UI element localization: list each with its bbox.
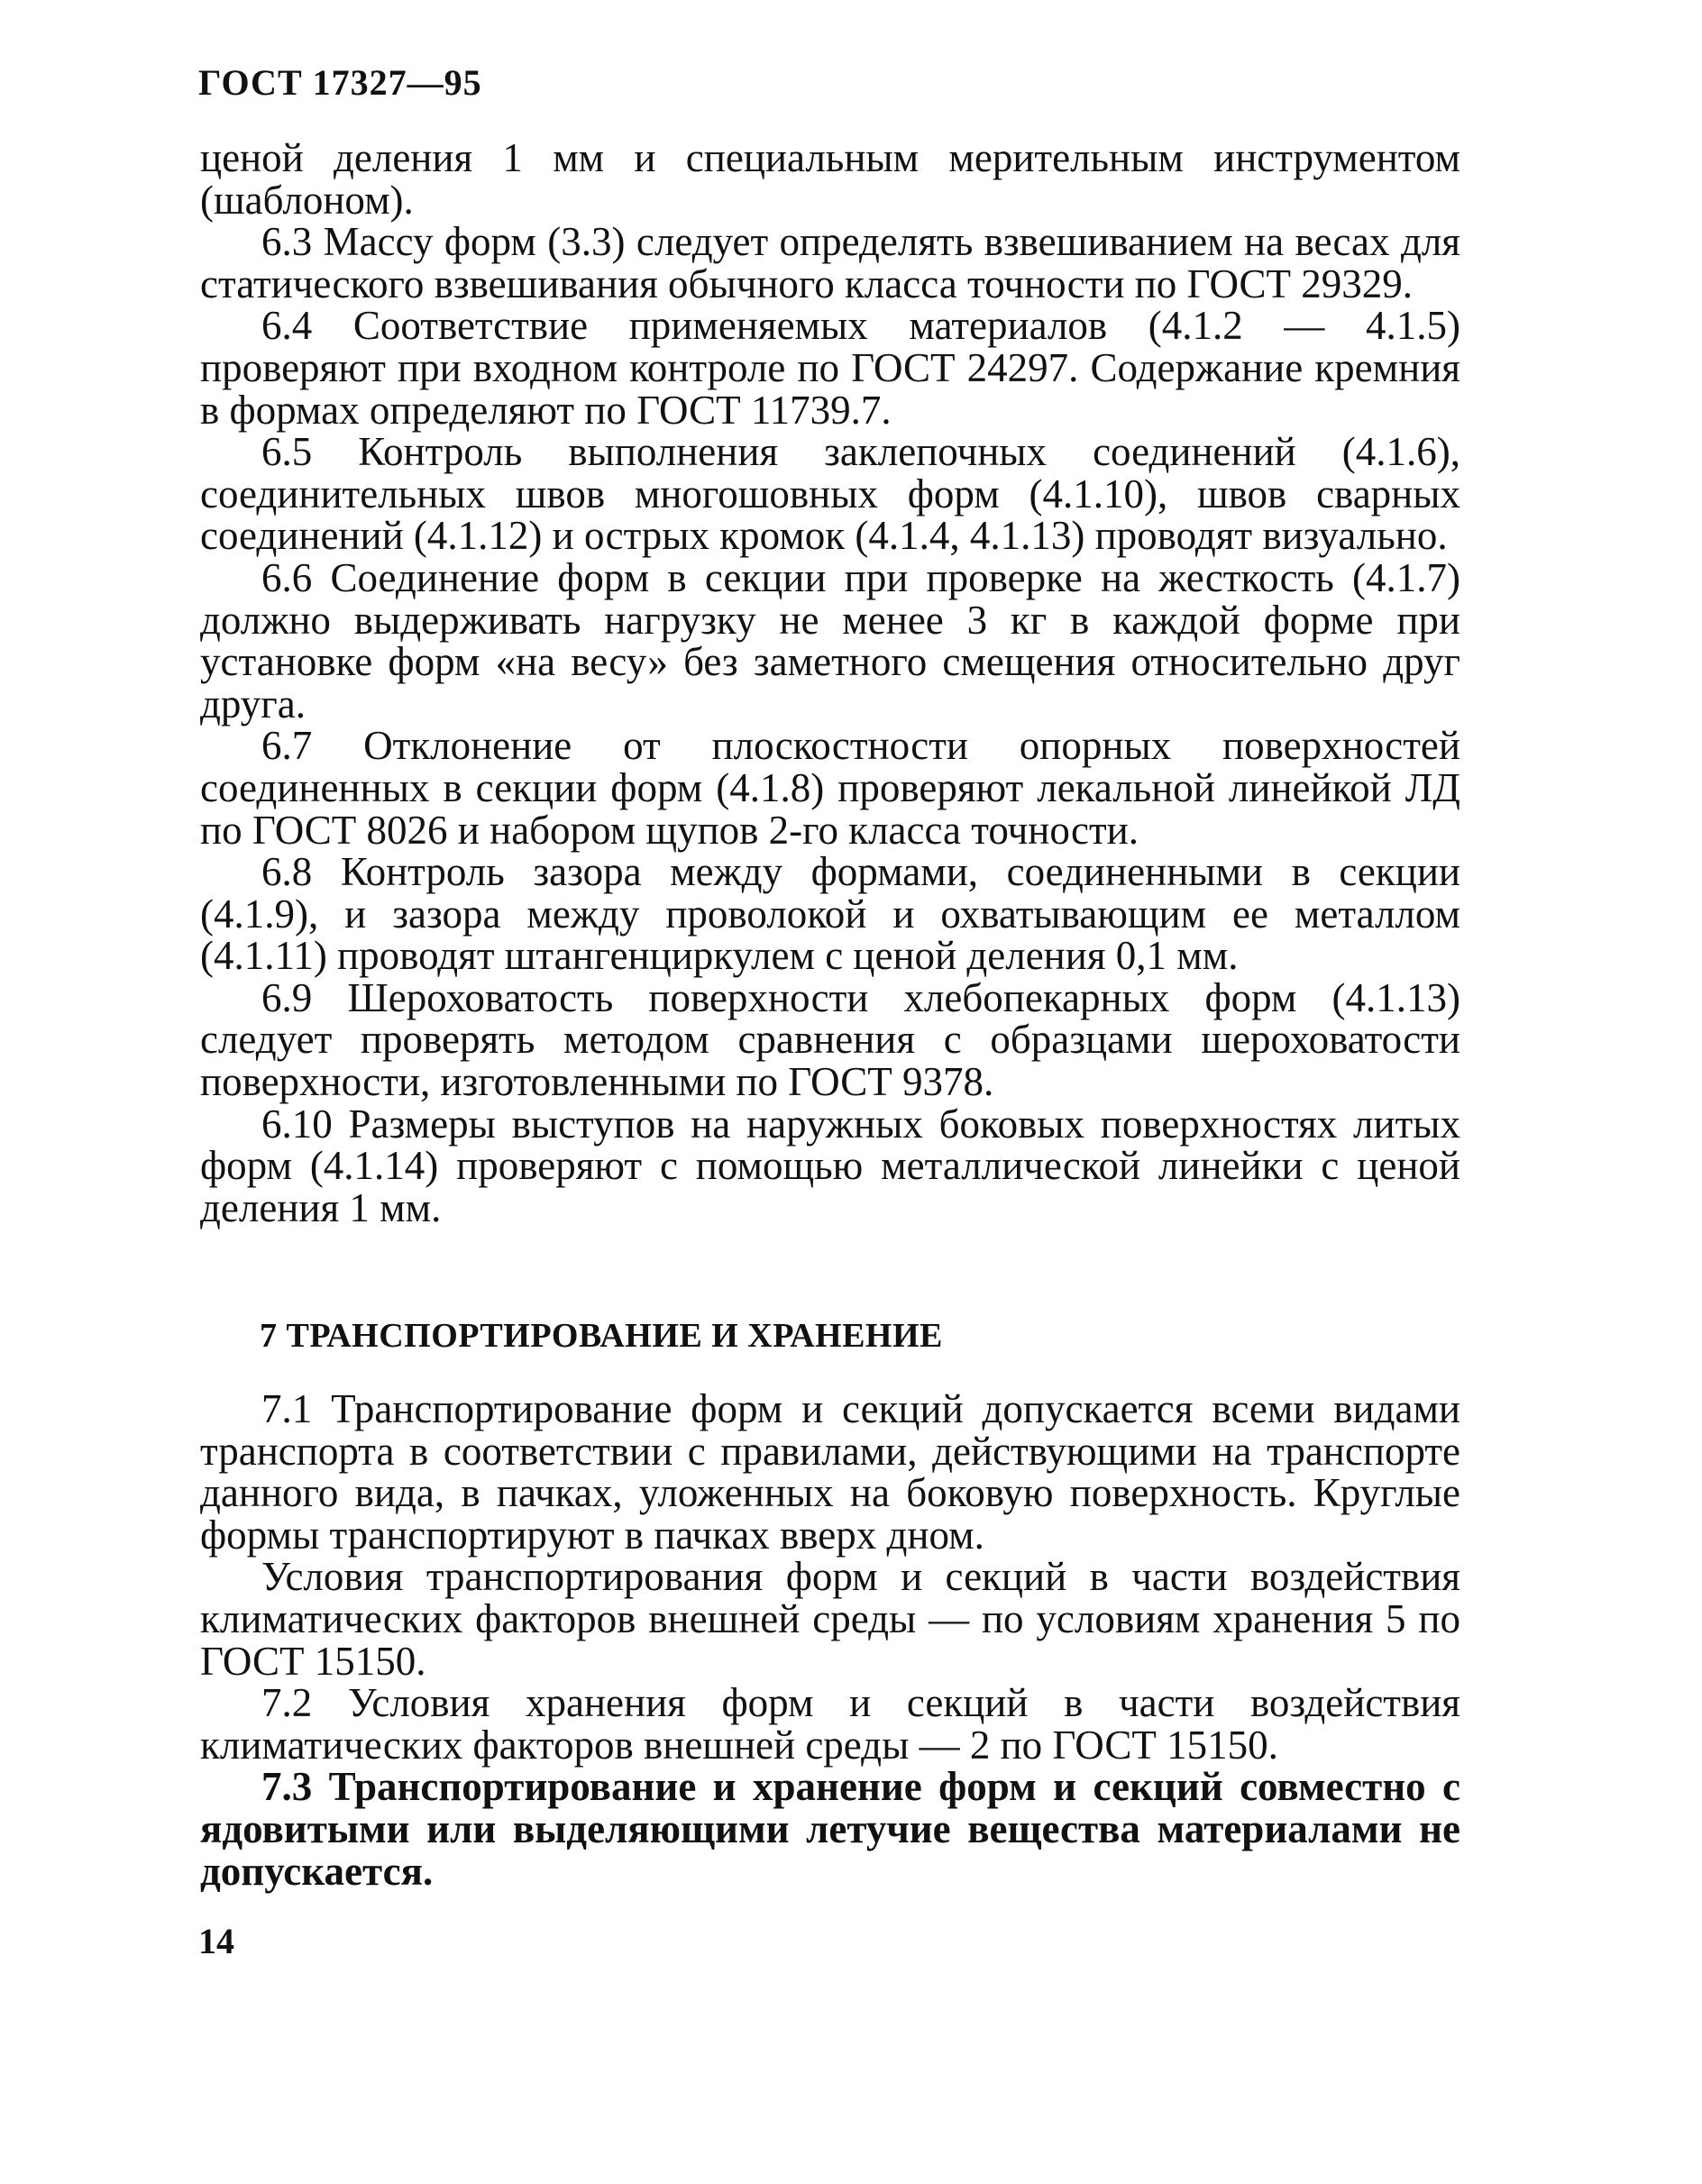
paragraph-7-2: 7.2 Условия хранения форм и секций в части воздействия климатических факторов внешней среды — 2 по ГОСТ 15150. (200, 1680, 1460, 1768)
paragraph-7-3: 7.3 Транспортирование и хранение форм и секций совместно с ядовитыми или выделяющими летучие вещества материалами не допускается. (200, 1764, 1460, 1894)
paragraph-7-1: 7.1 Транспортирование форм и секций допускается всеми видами транспорта в соответствии с правилами, действующими на транспорте данного вида, в пачках, уложенных на боковую поверхность. Круглые формы транспортируют в пачках вверх дном. (200, 1386, 1460, 1558)
paragraph-6-6: 6.6 Соединение форм в секции при проверке на жесткость (4.1.7) должно выдерживать нагрузку не менее 3 кг в каждой форме при установке форм «на весу» без заметного смещения относительно друг друга. (200, 554, 1460, 726)
section-7-heading: 7 ТРАНСПОРТИРОВАНИЕ И ХРАНЕНИЕ (260, 1317, 943, 1355)
paragraph-continuation: ценой деления 1 мм и специальным мерительным инструментом (шаблоном). (200, 135, 1460, 223)
section6-body (200, 137, 1460, 1229)
paragraph-6-9: 6.9 Шероховатость поверхности хлебопекарных форм (4.1.13) следует проверять методом сравнения с образцами шероховатости поверхности, изготовленными по ГОСТ 9378. (200, 974, 1460, 1105)
paragraph-6-5: 6.5 Контроль выполнения заклепочных соединений (4.1.6), соединительных швов многошовных форм (4.1.10), швов сварных соединений (4.1.12) и острых кромок (4.1.4, 4.1.13) проводят визуально. (200, 429, 1460, 559)
section7-body (200, 1388, 1460, 1892)
standard-header: ГОСТ 17327—95 (198, 62, 482, 103)
paragraph-6-8: 6.8 Контроль зазора между формами, соединенными в секции (4.1.9), и зазора между проволокой и охватывающим ее металлом (4.1.11) проводят штангенциркулем с ценой деления 0,1 мм. (200, 849, 1460, 979)
paragraph-6-10: 6.10 Размеры выступов на наружных боковых поверхностях литых форм (4.1.14) проверяют с помощью металлической линейки с ценой деления 1 мм. (200, 1101, 1460, 1230)
paragraph-6-7: 6.7 Отклонение от плоскостности опорных поверхностей соединенных в секции форм (4.1.8) проверяют лекальной линейкой ЛД по ГОСТ 8026 и набором щупов 2-го класса точности. (200, 723, 1460, 853)
paragraph-6-3: 6.3 Массу форм (3.3) следует определять взвешиванием на весах для статического взвешивания обычного класса точности по ГОСТ 29329. (200, 219, 1460, 306)
paragraph-6-4: 6.4 Соответствие применяемых материалов (4.1.2 — 4.1.5) проверяют при входном контроле по ГОСТ 24297. Содержание кремния в формах определяют по ГОСТ 11739.7. (200, 303, 1460, 433)
page-number: 14 (198, 1921, 234, 1961)
paragraph-7-1-conditions: Условия транспортирования форм и секций в части воздействия климатических факторов внешней среды — по условиям хранения 5 по ГОСТ 15150. (200, 1554, 1460, 1684)
